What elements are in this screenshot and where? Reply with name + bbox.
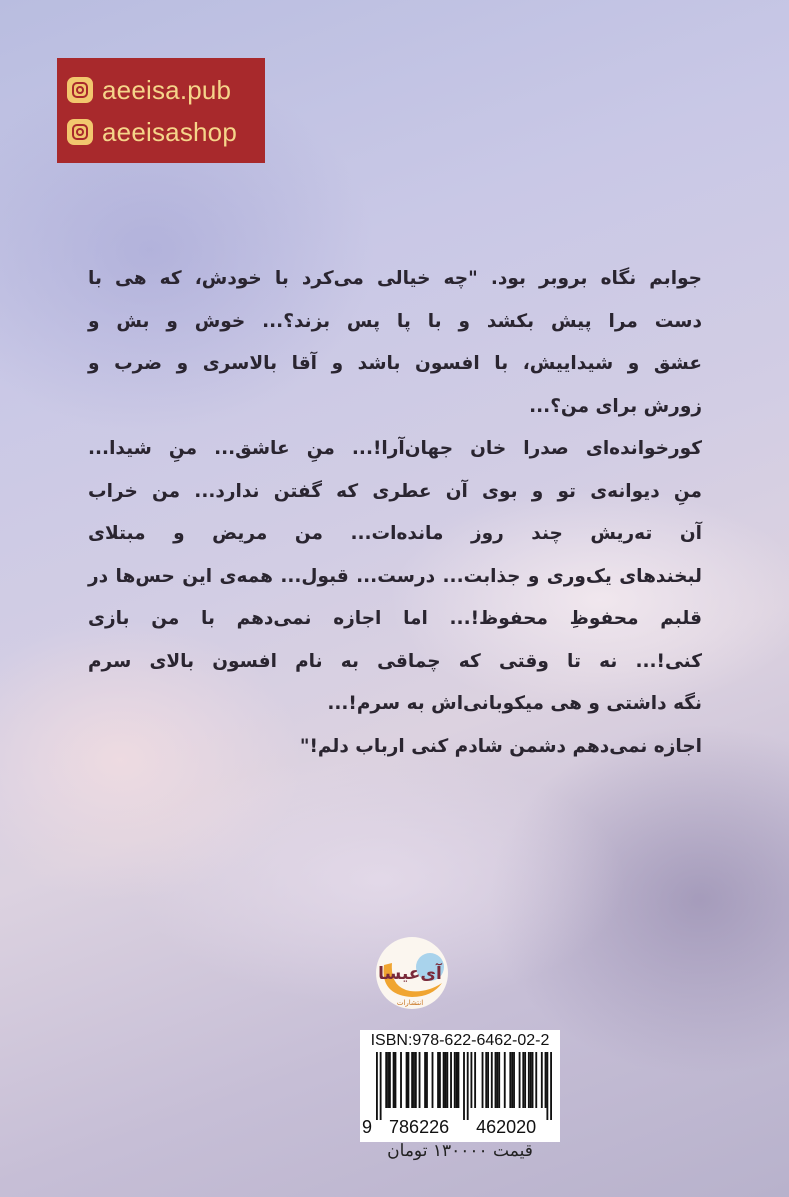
barcode-digits-right: 462020 (476, 1117, 537, 1137)
blurb-line: عشق و شیداییش، با افسون باشد و آقا بالاسری و ضرب و (88, 353, 702, 374)
barcode-bar (458, 1052, 460, 1108)
barcode-bar (545, 1052, 547, 1108)
barcode-bar (487, 1052, 489, 1108)
barcode-bar (524, 1052, 526, 1108)
barcode-bar (474, 1052, 476, 1108)
barcode-digit-lead: 9 (362, 1117, 373, 1137)
barcode-bar (426, 1052, 428, 1108)
isbn-barcode (360, 1030, 560, 1142)
barcode-bar (415, 1052, 417, 1108)
barcode-bar (380, 1052, 382, 1120)
barcode-bar (419, 1052, 421, 1108)
price-label: قیمت ۱۳۰۰۰۰ تومان (387, 1141, 533, 1161)
blurb-line: آن ته‌ریش چند روز مانده‌ات... من مریض و مبتلای (88, 523, 702, 544)
barcode-bar (550, 1052, 552, 1120)
barcode-bar (470, 1052, 472, 1108)
barcode-bar (389, 1052, 391, 1108)
barcode-bar (530, 1052, 532, 1108)
isbn-number: ISBN:978-622-6462-02-2 (370, 1032, 550, 1049)
publisher-logo (372, 935, 452, 1015)
blurb-line: منِ دیوانه‌ی تو و بوی آن عطری که گفتن ندارد... من خراب (88, 480, 702, 502)
barcode-bar (456, 1052, 458, 1108)
barcode-bar (454, 1052, 456, 1108)
barcode-bar (496, 1052, 498, 1108)
barcode-bar (504, 1052, 506, 1108)
barcode-digits-left: 786226 (389, 1117, 450, 1137)
instagram-handle: aeeisashop (102, 116, 237, 147)
barcode-bar (519, 1052, 521, 1108)
barcode-bar (385, 1052, 387, 1108)
barcode-bar (387, 1052, 389, 1108)
blurb-line: اجازه نمی‌دهم دشمن شادم کنی ارباب دلم!" (299, 735, 702, 757)
barcode-bar (535, 1052, 537, 1108)
barcode-bar (467, 1052, 469, 1120)
barcode-bar (491, 1052, 493, 1108)
logo-subtitle: انتشارات (396, 999, 424, 1007)
barcode-bar (393, 1052, 395, 1108)
barcode-bar (432, 1052, 434, 1108)
barcode-bar (443, 1052, 445, 1108)
barcode-bar (463, 1052, 465, 1120)
barcode-bar (446, 1052, 448, 1108)
barcode-bar (450, 1052, 452, 1108)
barcode-bar (424, 1052, 426, 1108)
barcode-bar (411, 1052, 413, 1108)
barcode-bar (528, 1052, 530, 1108)
barcode-bar (541, 1052, 543, 1108)
barcode-bar (495, 1052, 497, 1108)
barcode-bar (546, 1052, 548, 1120)
barcode-bar (532, 1052, 534, 1108)
barcode-bar (482, 1052, 484, 1108)
blurb-line: نگه داشتی و هی میکوبانی‌اش به سرم!... (327, 693, 702, 714)
barcode-bar (522, 1052, 524, 1108)
barcode-bar (437, 1052, 439, 1108)
social-row (67, 111, 265, 153)
barcode-bar (406, 1052, 408, 1108)
barcode-bars (376, 1052, 552, 1120)
logo-wordmark: آی‌عیسا (378, 964, 442, 984)
barcode-bar (511, 1052, 513, 1108)
blurb-line: کورخوانده‌ای صدرا خان جهان‌آرا!... منِ عاشق... منِ شیدا... (88, 438, 702, 459)
barcode-bar (439, 1052, 441, 1108)
social-row (67, 69, 265, 111)
instagram-handle: aeeisa.pub (102, 74, 232, 105)
barcode-bar (400, 1052, 402, 1108)
barcode-bar (498, 1052, 500, 1108)
back-cover-blurb (88, 258, 702, 768)
blurb-line: قلبم محفوظِ محفوظ!... اما اجازه نمی‌دهم با من بازی (88, 608, 702, 629)
barcode-bar (395, 1052, 397, 1108)
instagram-icon (67, 119, 93, 145)
barcode-bar (407, 1052, 409, 1108)
blurb-line: کنی!... نه تا وقتی که چماقی به نام افسون بالای سرم (88, 650, 702, 672)
barcode-digits (362, 1117, 560, 1138)
barcode-bar (485, 1052, 487, 1108)
blurb-line: لبخندهای یک‌وری و جذابت... درست... قبول... همه‌ی این حس‌ها در (88, 565, 702, 587)
social-handles-box (57, 58, 265, 163)
blurb-line: دست مرا پیش بکشد و با پا پس بزند؟... خوش و بش و (88, 310, 702, 332)
barcode-bar (413, 1052, 415, 1108)
barcode-bar (445, 1052, 447, 1108)
barcode-bar (509, 1052, 511, 1108)
instagram-icon (67, 77, 93, 103)
blurb-line: جوابم نگاه برو‌بر بود. "چه خیالی می‌کرد با خودش، که هی با (88, 268, 702, 289)
blurb-line: زورش برای من؟... (529, 395, 702, 417)
barcode-bar (376, 1052, 378, 1120)
barcode-bar (513, 1052, 515, 1108)
